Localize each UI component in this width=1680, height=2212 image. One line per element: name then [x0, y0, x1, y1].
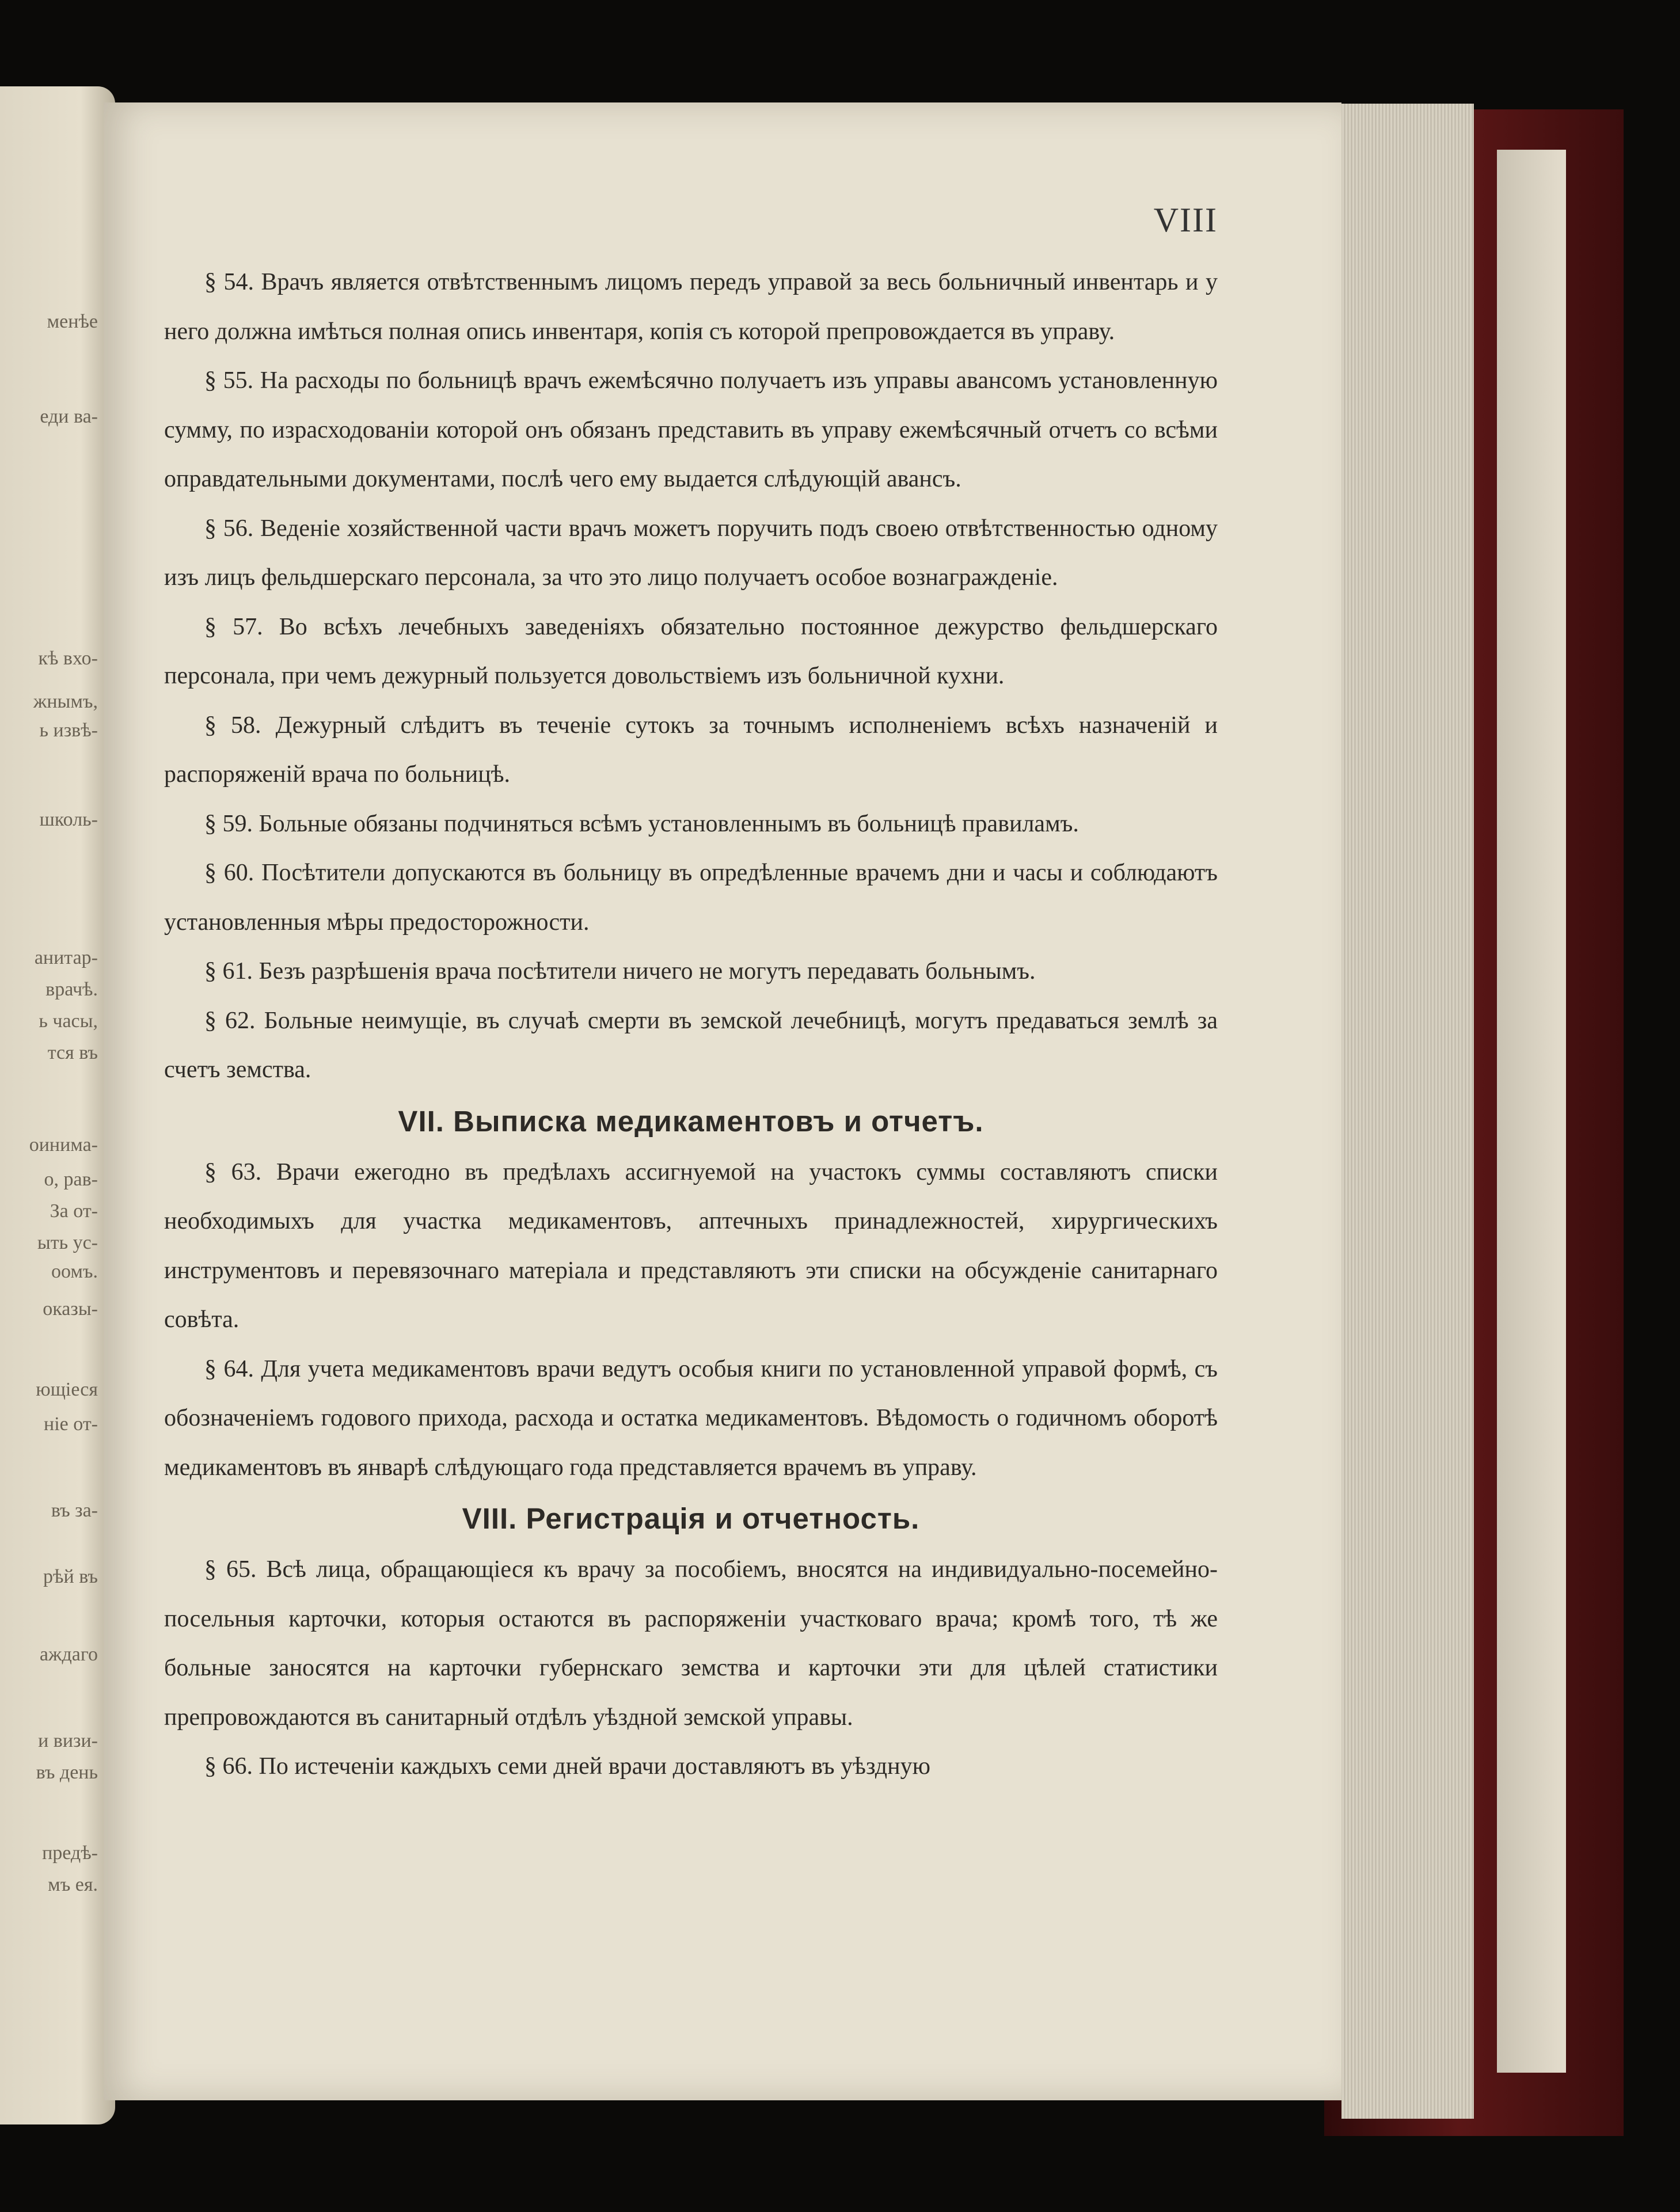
paragraph-63: § 63. Врачи ежегодно въ предѣлахъ ассигнуемой на участокъ суммы составляютъ списки необходимыхъ для участка медикаментовъ, аптечныхъ принадлежностей, хирургическихъ инструментовъ и перевязочнаго матерiала и представляютъ эти списки на обсужденiе санитарнаго совѣта. — [164, 1158, 1218, 1333]
paragraph-58: § 58. Дежурный слѣдитъ въ теченiе сутокъ за точнымъ исполненiемъ всѣхъ назначенiй и распоряженiй врача по больницѣ. — [164, 712, 1218, 788]
left-page-fragment: кѣ вхо- — [38, 648, 98, 669]
left-page-fragment: въ за- — [51, 1500, 98, 1521]
left-page-fragment: о, рав- — [44, 1169, 98, 1190]
left-page-fragment: врачѣ. — [45, 979, 98, 1000]
left-page-fragment: школь- — [39, 809, 98, 830]
left-page-fragment: ь извѣ- — [39, 720, 98, 741]
left-page-fragment: За от- — [50, 1200, 98, 1222]
paragraph-55: § 55. На расходы по больницѣ врачъ ежемѣсячно получаетъ изъ управы авансомъ установленную сумму, по израсходованiи которой онъ обязанъ представить въ управу ежемѣсячный отчетъ со всѣми оправдательными документами, послѣ чего ему выдается слѣдующiй авансъ. — [164, 367, 1218, 492]
paragraph-66: § 66. По истеченiи каждыхъ семи дней врачи доставляютъ въ уѣздную — [204, 1753, 931, 1780]
left-page-fragment: ющiеся — [36, 1379, 98, 1400]
paragraph-54: § 54. Врачъ является отвѣтственнымъ лицомъ передъ управой за весь больничный инвентарь и у него должна имѣться полная опись инвентаря, копiя съ которой препровождается въ управу. — [164, 269, 1218, 345]
left-page-fragment: анитар- — [34, 947, 98, 968]
left-page-fragment: аждаго — [39, 1644, 98, 1665]
left-page-fragment: жнымъ, — [33, 691, 98, 712]
paragraph-57: § 57. Во всѣхъ лечебныхъ заведенiяхъ обязательно постоянное дежурство фельдшерскаго персонала, при чемъ дежурный пользуется довольствiемъ изъ больничной кухни. — [164, 613, 1218, 689]
left-page-fragment: менѣе — [47, 311, 98, 332]
left-page-fragment: и визи- — [38, 1730, 98, 1751]
left-page-fragment: тся въ — [47, 1042, 98, 1063]
left-page-fragment: предѣ- — [42, 1842, 98, 1864]
left-page-fragment: ыть ус- — [37, 1232, 98, 1253]
current-page — [104, 102, 1341, 2100]
page-text — [164, 258, 1218, 1792]
paragraph-56: § 56. Веденiе хозяйственной части врачъ можетъ поручить подъ своею отвѣтственностью одному изъ лицъ фельдшерскаго персонала, за что это лицо получаетъ особое вознагражденiе. — [164, 515, 1218, 591]
paragraph-59: § 59. Больные обязаны подчиняться всѣмъ установленнымъ въ больницѣ правиламъ. — [204, 810, 1079, 837]
left-page-fragment: еди ва- — [40, 406, 98, 427]
left-page-fragment: нiе от- — [44, 1413, 98, 1435]
paragraph-64: § 64. Для учета медикаментовъ врачи ведутъ особыя книги по установленной управой формѣ, съ обозначенiемъ годового прихода, расхода и остатка медикаментовъ. Вѣдомость о годичномъ оборотѣ медикаментовъ въ январѣ слѣдующаго года представляется врачемъ въ управу. — [164, 1355, 1218, 1481]
page-edges — [1341, 104, 1474, 2119]
previous-page — [0, 86, 115, 2124]
paragraph-62: § 62. Больные неимущiе, въ случаѣ смерти въ земской лечебницѣ, могутъ предаваться землѣ за счетъ земства. — [164, 1007, 1218, 1083]
left-page-fragment: въ день — [36, 1762, 98, 1783]
left-page-fragment: оинима- — [29, 1134, 98, 1156]
section-heading-vii: VII. Выписка медикаментовъ и отчетъ. — [398, 1104, 984, 1138]
left-page-fragment: оказы- — [43, 1298, 98, 1320]
page-number: VIII — [1153, 201, 1218, 239]
section-heading-viii: VIII. Регистрацiя и отчетность. — [462, 1502, 920, 1535]
left-page-fragment: ь часы, — [39, 1010, 98, 1032]
left-page-fragment: оомъ. — [51, 1261, 98, 1282]
left-page-fragment: рѣй въ — [43, 1566, 98, 1587]
paragraph-60: § 60. Посѣтители допускаются въ больницу въ опредѣленные врачемъ дни и часы и соблюдаютъ установленныя мѣры предосторожности. — [164, 860, 1218, 936]
left-page-fragment: мъ ея. — [48, 1874, 98, 1895]
back-board — [1497, 150, 1566, 2073]
paragraph-61: § 61. Безъ разрѣшенiя врача посѣтители ничего не могутъ передавать больнымъ. — [204, 958, 1036, 985]
paragraph-65: § 65. Всѣ лица, обращающiеся къ врачу за пособiемъ, вносятся на индивидуально-посемейно-посельныя карточки, которыя остаются въ распоряженiи участковаго врача; кромѣ того, тѣ же больные заносятся на карточки губернскаго земства и карточки эти для цѣлей статистики препровождаются въ санитарный отдѣлъ уѣздной земской управы. — [164, 1556, 1218, 1731]
